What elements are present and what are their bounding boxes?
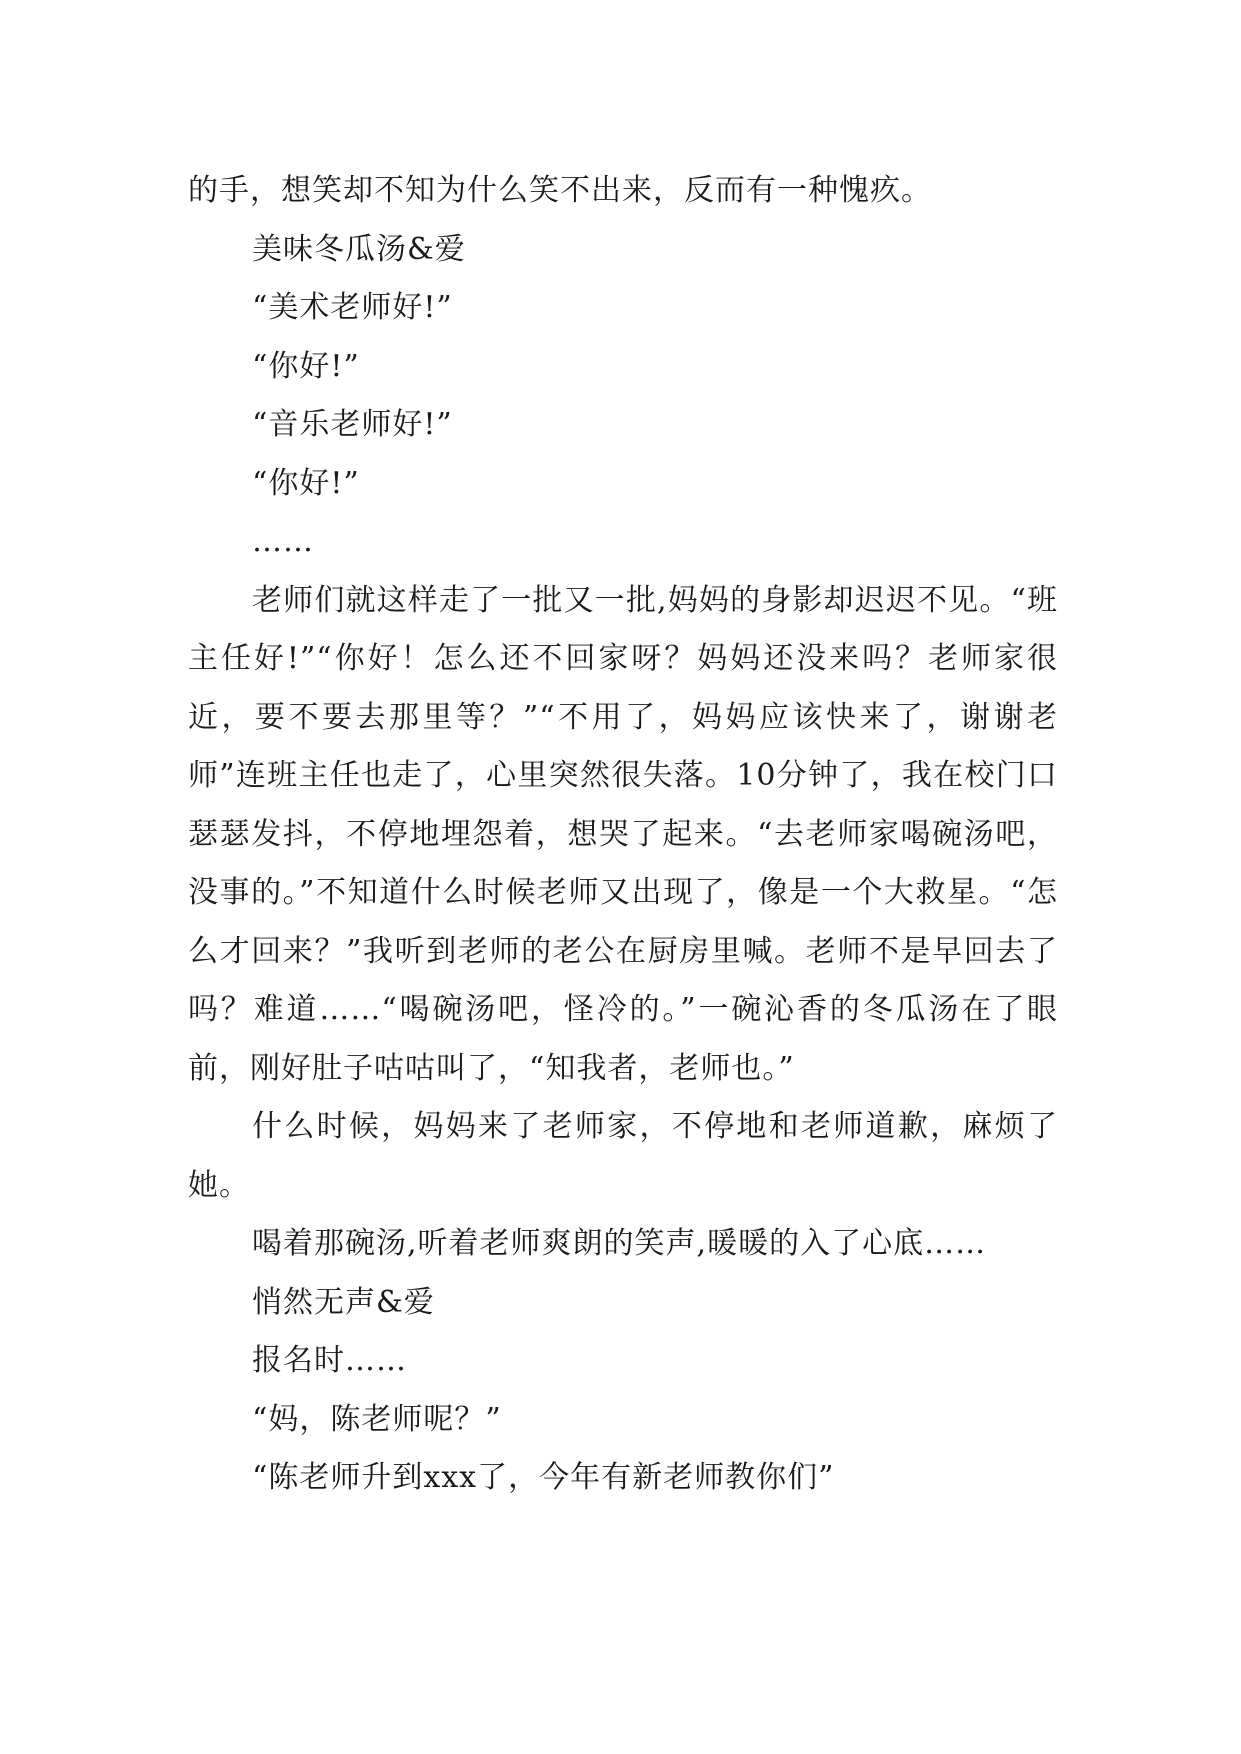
body-paragraph: 报名时……	[252, 1343, 407, 1378]
body-paragraph: 老师们就这样走了一批又一批,妈妈的身影却迟迟不见。“班主任好!”“你好！怎么还不回家呀？妈妈还没来吗？老师家很近，要不要去那里等？”“不用了，妈妈应该快来了，谢谢老师”连班主任也走了，心里突然很失落。10分钟了，我在校门口瑟瑟发抖，不停地埋怨着，想哭了起来。“去老师家喝碗汤吧，没事的。”不知道什么时候老师又出现了，像是一个大救星。“怎么才回来？”我听到老师的老公在厨房里喊。老师不是早回去了吗？难道……“喝碗汤吧，怪冷的。”一碗沁香的冬瓜汤在了眼前，刚好肚子咕咕叫了，“知我者，老师也。”	[188, 582, 1058, 1086]
dialogue-line: “美术老师好!”	[252, 290, 453, 325]
ellipsis-line: ……	[252, 524, 314, 559]
dialogue-line: “音乐老师好!”	[252, 407, 453, 442]
document-body	[188, 162, 1058, 1508]
dialogue-line: “你好!”	[252, 348, 360, 384]
section-heading-silent-love: 悄然无声&爱	[252, 1284, 435, 1320]
dialogue-line: “你好!”	[252, 465, 360, 501]
dialogue-line: “陈老师升到xxx了，今年有新老师教你们”	[252, 1460, 835, 1495]
body-paragraph: 喝着那碗汤,听着老师爽朗的笑声,暖暖的入了心底……	[252, 1226, 987, 1261]
dialogue-line: “妈，陈老师呢？”	[252, 1401, 502, 1437]
paragraph-continuation: 的手，想笑却不知为什么笑不出来，反而有一种愧疚。	[188, 173, 932, 208]
section-heading-winter-melon-soup: 美味冬瓜汤&爱	[252, 231, 466, 267]
body-paragraph: 什么时候，妈妈来了老师家，不停地和老师道歉，麻烦了她。	[188, 1109, 1058, 1203]
